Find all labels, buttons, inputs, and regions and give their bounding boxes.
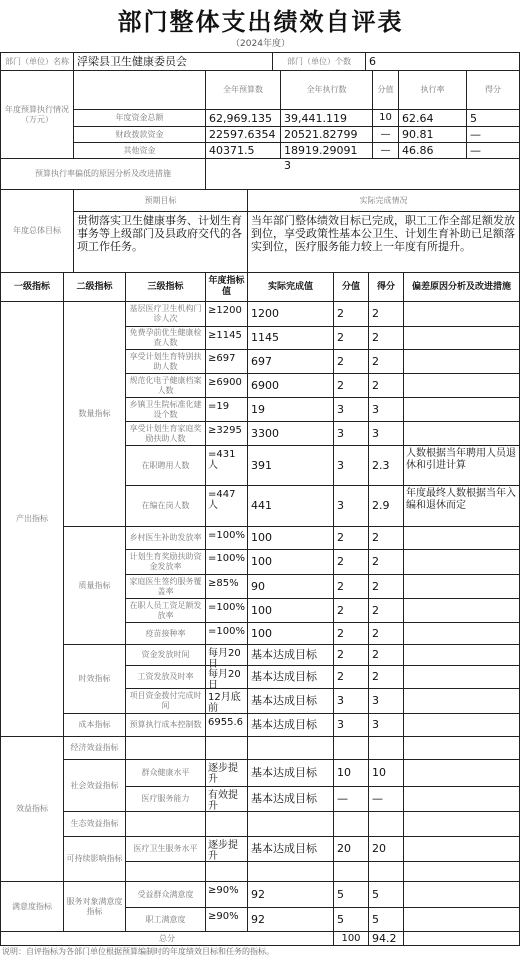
- points-got: 3: [368, 688, 404, 714]
- level3-indicator: 免费孕前优生健康检查人数: [125, 326, 206, 350]
- points-got: 2.3: [368, 445, 404, 486]
- empty-cell: [247, 861, 334, 882]
- budget-header-blank: [73, 70, 206, 110]
- deviation-note: 年度最终人数根据当年入编和退休而定: [403, 485, 520, 527]
- level2-indicator: 数量指标: [63, 301, 126, 527]
- points-got: 2: [368, 549, 404, 575]
- actual-value: 697: [247, 349, 334, 374]
- actual-value: 92: [247, 907, 334, 932]
- actual-value: 391: [247, 445, 334, 486]
- empty-cell: [247, 736, 334, 760]
- score: 5: [333, 907, 369, 932]
- score: 2: [333, 598, 369, 623]
- footnote: 说明：自评指标为各部门单位根据预算编制时的年度绩效目标和任务的指标。: [2, 947, 274, 956]
- column-header: 年度指标值: [205, 272, 248, 302]
- actual-value: 92: [247, 881, 334, 908]
- score: —: [333, 786, 369, 812]
- level3-indicator: 计划生育奖励扶助资金发放率: [125, 549, 206, 575]
- expected-goal-text: 贯彻落实卫生健康事务、计划生育事务等上级部门及县政府交代的各项工作任务。: [73, 211, 248, 273]
- actual-value: 100: [247, 598, 334, 623]
- actual-value: 基本达成目标: [247, 688, 334, 714]
- level3-indicator: 乡镇卫生院标准化建设个数: [125, 397, 206, 422]
- reason-value: 3: [205, 158, 520, 190]
- budget-header: 得分: [466, 70, 520, 110]
- goal-section-label: 年度总体目标: [0, 189, 74, 273]
- column-header: 三级指标: [125, 272, 206, 302]
- deviation-note: [403, 373, 520, 398]
- score: 2: [333, 644, 369, 666]
- points-got: 5: [368, 881, 404, 908]
- actual-value: 100: [247, 526, 334, 550]
- level3-indicator: 乡村医生补助发放率: [125, 526, 206, 550]
- budget-header: 分值: [372, 70, 399, 110]
- exec-amount: 39,441.119: [280, 109, 373, 127]
- score: 3: [333, 713, 369, 737]
- annual-target: 每月20日: [205, 644, 248, 666]
- level3-indicator: 规范化电子健康档案人数: [125, 373, 206, 398]
- deviation-note: [403, 397, 520, 422]
- deviation-note: [403, 574, 520, 599]
- level3-indicator: 群众健康水平: [125, 759, 206, 787]
- empty-cell: [403, 811, 520, 837]
- points-got: 2: [368, 349, 404, 374]
- score: 2: [333, 373, 369, 398]
- actual-goal-label: 实际完成情况: [247, 189, 520, 212]
- deviation-note: [403, 713, 520, 737]
- level2-indicator: 经济效益指标: [63, 736, 126, 760]
- deviation-note: [403, 301, 520, 327]
- empty-cell: [205, 861, 248, 882]
- points-got: 2: [368, 373, 404, 398]
- expected-goal-label: 预期目标: [73, 189, 248, 212]
- level3-indicator: 预算执行成本控制数: [125, 713, 206, 737]
- deviation-note: [403, 644, 520, 666]
- annual-target: 有效提升: [205, 786, 248, 812]
- actual-value: 3300: [247, 421, 334, 446]
- actual-value: 6900: [247, 373, 334, 398]
- dept-name-label: 部门（单位）名称: [0, 52, 74, 71]
- budget-score: —: [372, 142, 399, 159]
- exec-rate: 90.81: [398, 126, 467, 143]
- level3-indicator: 家庭医生签约服务覆盖率: [125, 574, 206, 599]
- score: 5: [333, 881, 369, 908]
- total-label: 总分: [0, 931, 334, 946]
- empty-cell: [205, 736, 248, 760]
- level1-benefit: 效益指标: [0, 736, 64, 882]
- actual-value: 100: [247, 622, 334, 645]
- deviation-note: [403, 326, 520, 350]
- annual-target: 逐步提升: [205, 836, 248, 862]
- annual-target: =100%: [205, 622, 248, 645]
- page-title: 部门整体支出绩效自评表: [117, 8, 404, 36]
- deviation-note: 人数根据当年聘用人员退休和引进计算: [403, 445, 520, 486]
- level2-indicator: 质量指标: [63, 526, 126, 645]
- score: 3: [333, 445, 369, 486]
- level3-indicator: 在编在岗人数: [125, 485, 206, 527]
- level3-indicator: 在职人员工资足额发放率: [125, 598, 206, 623]
- level3-indicator: 资金发放时间: [125, 644, 206, 666]
- annual-target: =447人: [205, 485, 248, 527]
- score: 2: [333, 574, 369, 599]
- empty-cell: [247, 811, 334, 837]
- budget-score: —: [372, 126, 399, 143]
- points-got: —: [368, 786, 404, 812]
- actual-value: 基本达成目标: [247, 665, 334, 689]
- points-got: 3: [368, 397, 404, 422]
- empty-cell: [205, 811, 248, 837]
- score: 2: [333, 665, 369, 689]
- annual-target: 12月底前: [205, 688, 248, 714]
- deviation-note: [403, 526, 520, 550]
- empty-cell: [368, 811, 404, 837]
- score: 2: [333, 622, 369, 645]
- level1-satisfaction: 满意度指标: [0, 881, 64, 932]
- score: 3: [333, 397, 369, 422]
- column-header: 偏差原因分析及改进措施: [403, 272, 520, 302]
- actual-value: 1145: [247, 326, 334, 350]
- exec-amount: 18919.29091: [280, 142, 373, 159]
- score: 3: [333, 421, 369, 446]
- empty-cell: [125, 861, 206, 882]
- score: 2: [333, 301, 369, 327]
- annual-target: =19: [205, 397, 248, 422]
- actual-value: 基本达成目标: [247, 759, 334, 787]
- level3-indicator: 医疗服务能力: [125, 786, 206, 812]
- score: 10: [333, 759, 369, 787]
- level2-indicator: 社会效益指标: [63, 759, 126, 812]
- column-header: 二级指标: [63, 272, 126, 302]
- points-got: 3: [368, 421, 404, 446]
- dept-name-value: 浮梁县卫生健康委员会: [73, 52, 273, 71]
- budget-header: 全年预算数: [205, 70, 281, 110]
- annual-target: ≥90%: [205, 881, 248, 908]
- report-year: （2024年度）: [231, 39, 290, 49]
- points-got: 2.9: [368, 485, 404, 527]
- actual-value: 100: [247, 549, 334, 575]
- budget-amount: 40371.5: [205, 142, 281, 159]
- annual-target: ≥85%: [205, 574, 248, 599]
- level1-output: 产出指标: [0, 301, 64, 737]
- annual-target: =100%: [205, 598, 248, 623]
- actual-value: 基本达成目标: [247, 644, 334, 666]
- actual-value: 1200: [247, 301, 334, 327]
- actual-value: 基本达成目标: [247, 836, 334, 862]
- deviation-note: [403, 688, 520, 714]
- deviation-note: [403, 836, 520, 862]
- points-got: 2: [368, 526, 404, 550]
- budget-row-label: 财政拨款资金: [73, 126, 206, 143]
- budget-amount: 62,969.135: [205, 109, 281, 127]
- annual-target: ≥90%: [205, 907, 248, 932]
- dept-count-label: 部门（单位）个数: [272, 52, 366, 71]
- deviation-note: [403, 665, 520, 689]
- empty-cell: [403, 736, 520, 760]
- annual-target: =100%: [205, 549, 248, 575]
- level3-indicator: 项目资金拨付完成时间: [125, 688, 206, 714]
- level3-indicator: 疫苗接种率: [125, 622, 206, 645]
- actual-value: 441: [247, 485, 334, 527]
- budget-score: 10: [372, 109, 399, 127]
- budget-got: —: [466, 126, 520, 143]
- empty-cell: [125, 736, 206, 760]
- dept-count-value: 6: [365, 52, 520, 71]
- score: 2: [333, 526, 369, 550]
- annual-target: 每月20日: [205, 665, 248, 689]
- score: 2: [333, 549, 369, 575]
- actual-value: 90: [247, 574, 334, 599]
- annual-target: ≥6900: [205, 373, 248, 398]
- total-score: 100: [333, 931, 369, 946]
- annual-target: 6955.6: [205, 713, 248, 737]
- deviation-note: [403, 421, 520, 446]
- points-got: 2: [368, 665, 404, 689]
- points-got: 10: [368, 759, 404, 787]
- empty-cell: [125, 811, 206, 837]
- annual-target: 逐步提升: [205, 759, 248, 787]
- annual-target: =100%: [205, 526, 248, 550]
- level2-indicator: 生态效益指标: [63, 811, 126, 837]
- deviation-note: [403, 598, 520, 623]
- deviation-note: [403, 622, 520, 645]
- level2-indicator: 时效指标: [63, 644, 126, 714]
- annual-target: =431人: [205, 445, 248, 486]
- level2-indicator: 成本指标: [63, 713, 126, 737]
- deviation-note: [403, 349, 520, 374]
- level3-indicator: 受益群众满意度: [125, 881, 206, 908]
- empty-cell: [333, 861, 369, 882]
- annual-target: ≥697: [205, 349, 248, 374]
- deviation-note: [403, 759, 520, 787]
- points-got: 5: [368, 907, 404, 932]
- points-got: 3: [368, 713, 404, 737]
- level3-indicator: 基层医疗卫生机构门诊人次: [125, 301, 206, 327]
- actual-value: 基本达成目标: [247, 786, 334, 812]
- level3-indicator: 医疗卫生服务水平: [125, 836, 206, 862]
- points-got: 2: [368, 574, 404, 599]
- score: 2: [333, 326, 369, 350]
- exec-rate: 62.64: [398, 109, 467, 127]
- level2-indicator: 服务对象满意度指标: [63, 881, 126, 932]
- actual-value: 19: [247, 397, 334, 422]
- level3-indicator: 享受计划生育家庭奖励扶助人数: [125, 421, 206, 446]
- score: 20: [333, 836, 369, 862]
- column-header: 分值: [333, 272, 369, 302]
- empty-cell: [333, 736, 369, 760]
- points-got: 20: [368, 836, 404, 862]
- level3-indicator: 在职聘用人数: [125, 445, 206, 486]
- column-header: 实际完成值: [247, 272, 334, 302]
- budget-header: 全年执行数: [280, 70, 373, 110]
- budget-row-label: 年度资金总额: [73, 109, 206, 127]
- empty-cell: [333, 811, 369, 837]
- points-got: 2: [368, 301, 404, 327]
- points-got: 2: [368, 598, 404, 623]
- points-got: 2: [368, 326, 404, 350]
- exec-rate: 46.86: [398, 142, 467, 159]
- score: 3: [333, 688, 369, 714]
- empty-cell: [403, 861, 520, 882]
- annual-target: ≥1145: [205, 326, 248, 350]
- budget-got: 5: [466, 109, 520, 127]
- level3-indicator: 享受计划生育特别扶助人数: [125, 349, 206, 374]
- annual-target: ≥3295: [205, 421, 248, 446]
- annual-target: ≥1200: [205, 301, 248, 327]
- deviation-note: [403, 907, 520, 932]
- column-header: 得分: [368, 272, 404, 302]
- empty-cell: [368, 736, 404, 760]
- score: 3: [333, 485, 369, 527]
- empty-cell: [368, 861, 404, 882]
- column-header: 一级指标: [0, 272, 64, 302]
- level3-indicator: 职工满意度: [125, 907, 206, 932]
- level3-indicator: 工资发放及时率: [125, 665, 206, 689]
- budget-row-label: 其他资金: [73, 142, 206, 159]
- budget-section-label: 年度预算执行情况（万元）: [0, 70, 74, 159]
- deviation-note: [403, 549, 520, 575]
- actual-goal-text: 当年部门整体绩效目标已完成，职工工作全部足额发放到位，享受政策性基本公卫生、计划生育补助已足额落实到位，医疗服务能力较上一年度有所提升。: [247, 211, 520, 273]
- actual-value: 基本达成目标: [247, 713, 334, 737]
- budget-header: 执行率: [398, 70, 467, 110]
- level2-indicator: 可持续影响指标: [63, 836, 126, 882]
- score: 2: [333, 349, 369, 374]
- deviation-note: [403, 881, 520, 908]
- total-got: 94.2: [368, 931, 404, 946]
- total-note: [403, 931, 520, 946]
- deviation-note: [403, 786, 520, 812]
- budget-amount: 22597.6354: [205, 126, 281, 143]
- points-got: 2: [368, 622, 404, 645]
- budget-got: —: [466, 142, 520, 159]
- exec-amount: 20521.82799: [280, 126, 373, 143]
- points-got: 2: [368, 644, 404, 666]
- reason-label: 预算执行率偏低的原因分析及改进措施: [0, 158, 206, 190]
